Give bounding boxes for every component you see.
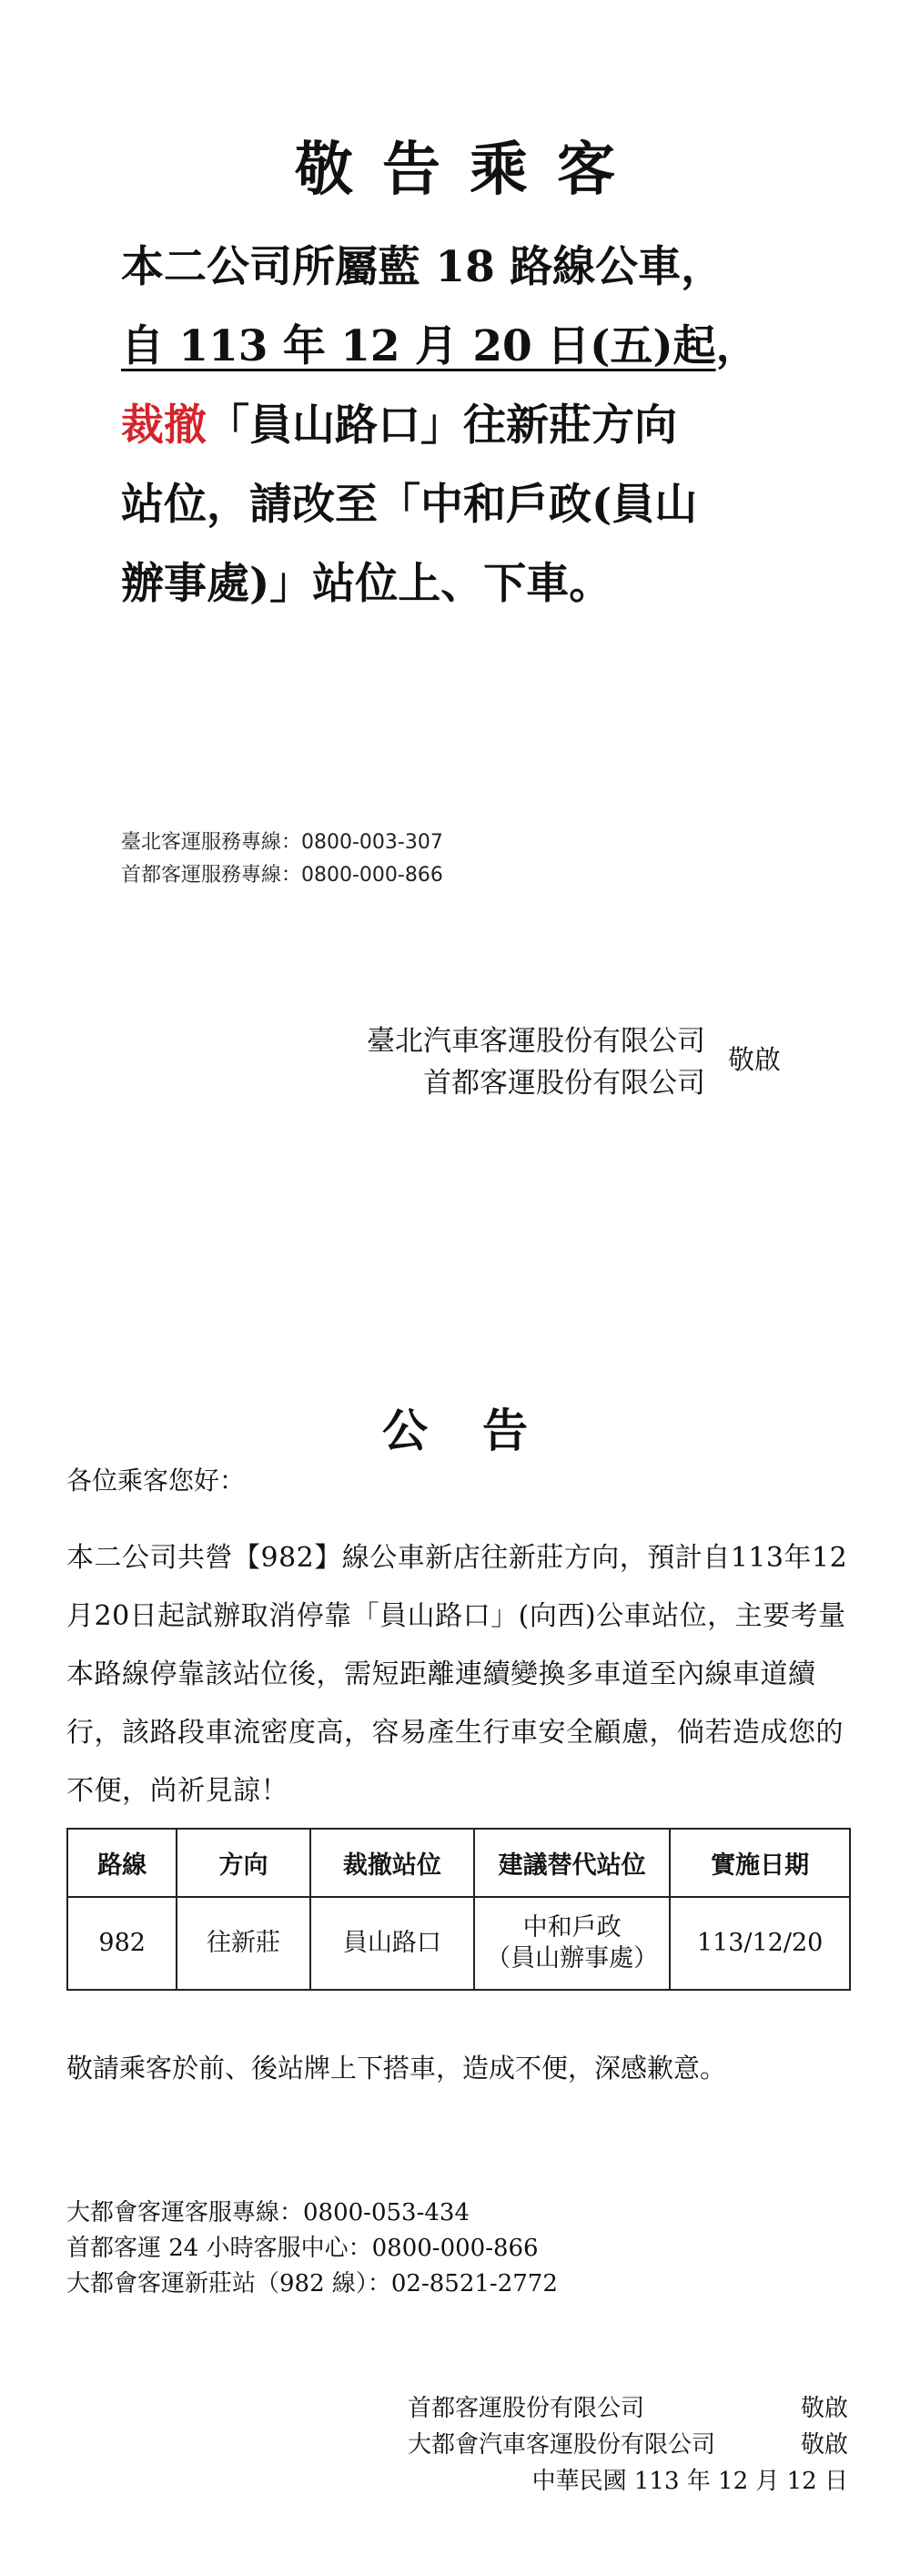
notice2-company-capital: 首都客運股份有限公司 (408, 2395, 645, 2422)
cell-direction: 往新莊 (177, 1897, 309, 1990)
notice1-line-3-rest: 「員山路口」往新莊方向 (207, 401, 677, 451)
notice1-line-1: 本二公司所屬藍 18 路線公車， (121, 242, 724, 292)
table-header-row (67, 1829, 850, 1897)
notice2-apology: 敬請乘客於前、後站牌上下搭車，造成不便，深感歉意。 (66, 2053, 727, 2084)
header-alternative-stop: 建議替代站位 (474, 1829, 670, 1897)
cell-date: 113/12/20 (670, 1897, 850, 1990)
table-row (67, 1897, 850, 1990)
notice1-title: 敬告乘客 (295, 136, 644, 204)
hotline-metropolitan: 大都會客運客服專線：0800-053-434 (66, 2199, 470, 2226)
notice1-effective-date: 自 113 年 12 月 20 日(五)起 (121, 321, 716, 371)
notice1-body (121, 228, 813, 624)
notice2-paragraph: 本二公司共營【982】線公車新店往新莊方向，預計自113年12月20日起試辦取消停靠「員山路口」(向西)公車站位，主要考量本路線停靠該站位後，需短距離連續變換多車道至內線車道續行，該路段車流密度高，容易產生行車安全顧慮，倘若造成您的不便，尚祈見諒！ (66, 1542, 848, 1807)
notice1-line-3 (121, 386, 813, 465)
header-effective-date: 實施日期 (670, 1829, 850, 1897)
header-route: 路線 (67, 1829, 177, 1897)
notice2-respectfully-1: 敬啟 (801, 2395, 849, 2422)
notice1-company-taipei: 臺北汽車客運股份有限公司 (367, 1025, 705, 1058)
alt-stop-line-1: 中和戶政 (522, 1913, 622, 1942)
hotline-xinzhuang-station: 大都會客運新莊站（982 線）：02-8521-2772 (66, 2270, 558, 2297)
hotline-taipei: 臺北客運服務專線：0800-003-307 (121, 831, 443, 854)
notice1-line-4: 站位，請改至「中和戶政(員山 (121, 480, 698, 530)
hotline-capital: 首都客運服務專線：0800-000-866 (121, 864, 443, 887)
notice2-company-metropolitan: 大都會汽車客運股份有限公司 (408, 2431, 716, 2459)
hotline-capital-24h: 首都客運 24 小時客服中心：0800-000-866 (66, 2235, 539, 2262)
notice1-company-capital: 首都客運股份有限公司 (423, 1067, 705, 1100)
alt-stop-line-2: （員山辦事處） (486, 1944, 659, 1973)
notice1-line-2-comma: ， (715, 321, 759, 371)
notice1-line-2 (121, 307, 813, 386)
header-removed-stop: 裁撤站位 (310, 1829, 475, 1897)
header-direction: 方向 (177, 1829, 309, 1897)
notice1-removed-word: 裁撤 (121, 401, 207, 451)
notice2-respectfully-2: 敬啟 (801, 2431, 849, 2459)
cell-alternative-stop (474, 1897, 670, 1990)
notice2-date: 中華民國 113 年 12 月 12 日 (531, 2468, 848, 2495)
notice2-title: 公告 (382, 1404, 582, 1457)
route-change-table (66, 1828, 851, 1991)
notice1-respectfully: 敬啟 (728, 1044, 782, 1075)
notice2-greeting: 各位乘客您好： (66, 1465, 246, 1496)
notice1-line-5: 辦事處)」站位上、下車。 (121, 559, 612, 609)
cell-route: 982 (67, 1897, 177, 1990)
cell-removed-stop: 員山路口 (310, 1897, 475, 1990)
